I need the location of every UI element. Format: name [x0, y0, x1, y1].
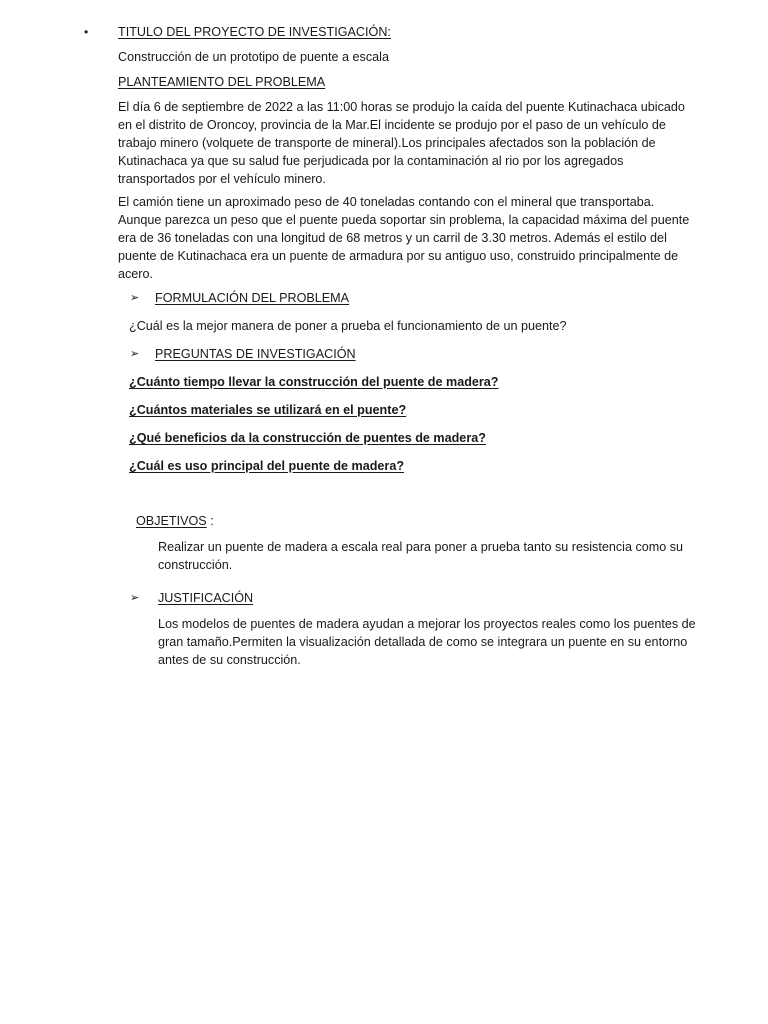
justification-heading: JUSTIFICACIÓN — [158, 591, 254, 605]
arrow-bullet-icon: ➢ — [130, 348, 140, 360]
arrow-bullet-icon: ➢ — [130, 592, 140, 604]
objectives-heading-line — [136, 512, 214, 530]
title-heading: TITULO DEL PROYECTO DE INVESTIGACIÓN: — [118, 25, 391, 39]
bullet-icon: • — [84, 25, 89, 39]
arrow-bullet-icon: ➢ — [130, 292, 140, 304]
questions-heading: PREGUNTAS DE INVESTIGACIÓN — [155, 347, 356, 361]
objectives-colon: : — [206, 514, 214, 528]
formulation-heading: FORMULACIÓN DEL PROBLEMA — [155, 291, 350, 305]
objectives-heading: OBJETIVOS — [136, 514, 207, 528]
problem-paragraph-2: El camión tiene un aproximado peso de 40 toneladas contando con el mineral que transportaba. Aunque parezca un peso que el puente pueda soportar sin problema, la capacidad máxima del puente era de 36 toneladas con una longitud de 68 metros y un carril de 3.30 metros. Además el estilo del puente de Kutinachaca era un puente de armadura por su antiguo uso, construido principalmente de acero. — [118, 195, 690, 281]
problem-paragraph-1: El día 6 de septiembre de 2022 a las 11:00 horas se produjo la caída del puente Kutinachaca ubicado en el distrito de Oroncoy, provincia de la Mar.El incidente se produjo por el paso de un vehículo de trabajo minero (volquete de transporte de mineral).Los principales afectados son la población de Kutinachaca ya que su salud fue perjudicada por la contaminación al rio por los agregados transportados por el vehículo minero. — [118, 100, 685, 186]
question-item: ¿Qué beneficios da la construcción de puentes de madera? — [129, 431, 486, 445]
problem-heading: PLANTEAMIENTO DEL PROBLEMA — [118, 75, 326, 89]
question-item: ¿Cuál es uso principal del puente de madera? — [129, 459, 405, 473]
formulation-text: ¿Cuál es la mejor manera de poner a prueba el funcionamiento de un puente? — [129, 319, 567, 333]
title-text: Construcción de un prototipo de puente a escala — [118, 50, 389, 64]
objectives-text: Realizar un puente de madera a escala real para poner a prueba tanto su resistencia como su construcción. — [158, 540, 684, 572]
justification-text: Los modelos de puentes de madera ayudan a mejorar los proyectos reales como los puentes de gran tamaño.Permiten la visualización detallada de como se integrara un puente en su entorno antes de su construcción. — [158, 617, 696, 667]
question-item: ¿Cuántos materiales se utilizará en el puente? — [129, 403, 407, 417]
question-item: ¿Cuánto tiempo llevar la construcción del puente de madera? — [129, 375, 499, 389]
